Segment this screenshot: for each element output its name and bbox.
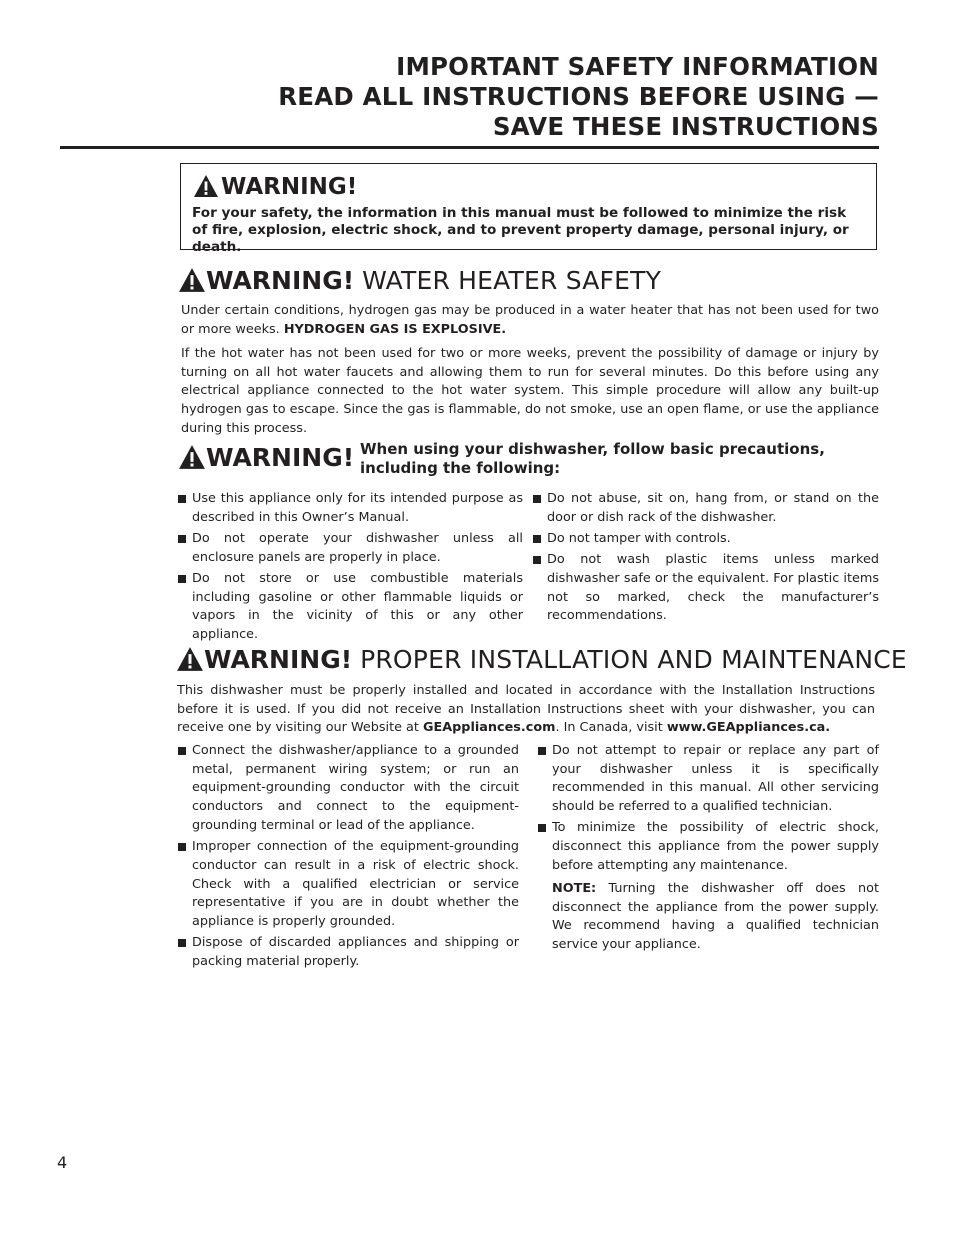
bullet-square-icon: [178, 747, 186, 755]
installation-note: [552, 880, 879, 955]
page-number: 4: [57, 1153, 68, 1172]
list-item-text: Improper connection of the equipment-grounding conductor can result in a risk of electric shock. Check with a qualified electrician or service representative if you are in doubt whether the appliance is properly grounded.: [192, 839, 519, 929]
warning-triangle-icon: [176, 646, 204, 672]
website-link[interactable]: GEAppliances.com: [423, 720, 556, 736]
bullet-square-icon: [178, 495, 186, 503]
bullet-square-icon: [538, 747, 546, 755]
list-item: [533, 490, 879, 527]
water-heater-para-1-text: Under certain conditions, hydrogen gas may be produced in a water heater that has not been used for two or more weeks.: [181, 303, 879, 337]
warning-box-text: For your safety, the information in this manual must be followed to minimize the risk of fire, explosion, electric shock, and to prevent property damage, personal injury, or death.: [192, 205, 849, 255]
list-item-text: To minimize the possibility of electric shock, disconnect this appliance from the power supply before attempting any maintenance.: [552, 820, 879, 873]
header-rule: [60, 146, 879, 149]
list-item-text: Do not abuse, sit on, hang from, or stand on the door or dish rack of the dishwasher.: [547, 491, 879, 525]
bullet-square-icon: [533, 535, 541, 543]
bullet-square-icon: [178, 939, 186, 947]
list-item: [178, 570, 523, 645]
precautions-subtitle-line-2: including the following:: [360, 459, 561, 477]
header-line-1: IMPORTANT SAFETY INFORMATION: [396, 52, 879, 81]
precautions-heading: [178, 442, 354, 474]
precautions-list-right: [533, 490, 879, 629]
water-heater-para-2: If the hot water has not been used for two or more weeks, prevent the possibility of damage or injury by turning on all hot water faucets and allowing them to run for several minutes. Do this before using any electrical appliance connected to the hot water system. This simple procedure will allow any built-up hydrogen gas to escape. Since the gas is flammable, do not smoke, use an open flame, or use the appliance during this process.: [181, 346, 879, 436]
list-item-text: Do not store or use combustible materials including gasoline or other flammable liquids or vapors in the vicinity of this or any other appliance.: [192, 571, 523, 643]
list-item: [538, 742, 879, 817]
bullet-square-icon: [533, 495, 541, 503]
note-label: NOTE:: [552, 881, 597, 896]
list-item: [178, 530, 523, 567]
installation-intro-text: This dishwasher must be properly installed and located in accordance with the Installation Instructions before it is used. If you did not receive an Installation Instructions sheet with your dishwasher, you can receive one by visiting our Website at: [177, 683, 875, 736]
water-heater-title: WATER HEATER SAFETY: [362, 266, 662, 295]
precautions-subtitle-line-1: When using your dishwasher, follow basic precautions,: [360, 440, 825, 458]
header-line-3: SAVE THESE INSTRUCTIONS: [492, 112, 879, 141]
list-item: [538, 819, 879, 875]
list-item-text: Do not attempt to repair or replace any part of your dishwasher unless it is specifically recommended in this manual. All other servicing should be referred to a qualified technician.: [552, 743, 879, 815]
bullet-square-icon: [178, 843, 186, 851]
list-item: [178, 838, 519, 932]
warning-box: [180, 163, 877, 255]
warning-box-title: [193, 172, 357, 202]
bullet-square-icon: [178, 575, 186, 583]
list-item: [178, 490, 523, 527]
header-line-2: READ ALL INSTRUCTIONS BEFORE USING —: [278, 82, 879, 111]
installation-intro: [177, 682, 875, 738]
bullet-square-icon: [538, 824, 546, 832]
list-item-text: Connect the dishwasher/appliance to a grounded metal, permanent wiring system; or run an equipment-grounding conductor with the circuit conductors and connect to the equipment-grounding terminal or lead of the appliance.: [192, 743, 519, 833]
list-item: [533, 551, 879, 626]
water-heater-para-1-bold: HYDROGEN GAS IS EXPLOSIVE.: [283, 321, 507, 337]
list-item: [178, 742, 519, 836]
installation-list-left: [178, 742, 519, 974]
list-item-text: Do not tamper with controls.: [547, 531, 731, 546]
warning-triangle-icon: [178, 267, 206, 293]
precautions-warning-label: WARNING!: [206, 443, 355, 472]
bullet-square-icon: [178, 535, 186, 543]
warning-triangle-icon: [178, 444, 206, 470]
warning-triangle-icon: [193, 174, 219, 198]
list-item-text: Do not operate your dishwasher unless all enclosure panels are properly in place.: [192, 531, 523, 565]
installation-list-right: [538, 742, 879, 878]
installation-canada-text: . In Canada, visit: [555, 720, 663, 736]
bullet-square-icon: [533, 556, 541, 564]
note-text: Turning the dishwasher off does not disconnect the appliance from the power supply. We recommend having a qualified technician service your appliance.: [552, 881, 879, 953]
precautions-subtitle: [360, 440, 825, 478]
installation-title: PROPER INSTALLATION AND MAINTENANCE: [360, 645, 907, 674]
canada-website-link[interactable]: www.GEAppliances.ca.: [666, 720, 831, 736]
list-item: [533, 530, 879, 549]
page-header: [278, 52, 879, 142]
list-item: [178, 934, 519, 971]
installation-heading: [176, 644, 907, 676]
water-heater-heading: [178, 265, 661, 297]
installation-warning-label: WARNING!: [204, 645, 353, 674]
warning-box-title-text: WARNING!: [221, 174, 358, 200]
list-item-text: Use this appliance only for its intended purpose as described in this Owner’s Manual.: [192, 491, 523, 525]
precautions-list-left: [178, 490, 523, 647]
water-heater-para-1: [181, 302, 879, 339]
list-item-text: Do not wash plastic items unless marked dishwasher safe or the equivalent. For plastic items not so marked, check the manufacturer’s recommendations.: [547, 552, 879, 624]
list-item-text: Dispose of discarded appliances and shipping or packing material properly.: [192, 935, 519, 969]
water-heater-warning-label: WARNING!: [206, 266, 355, 295]
